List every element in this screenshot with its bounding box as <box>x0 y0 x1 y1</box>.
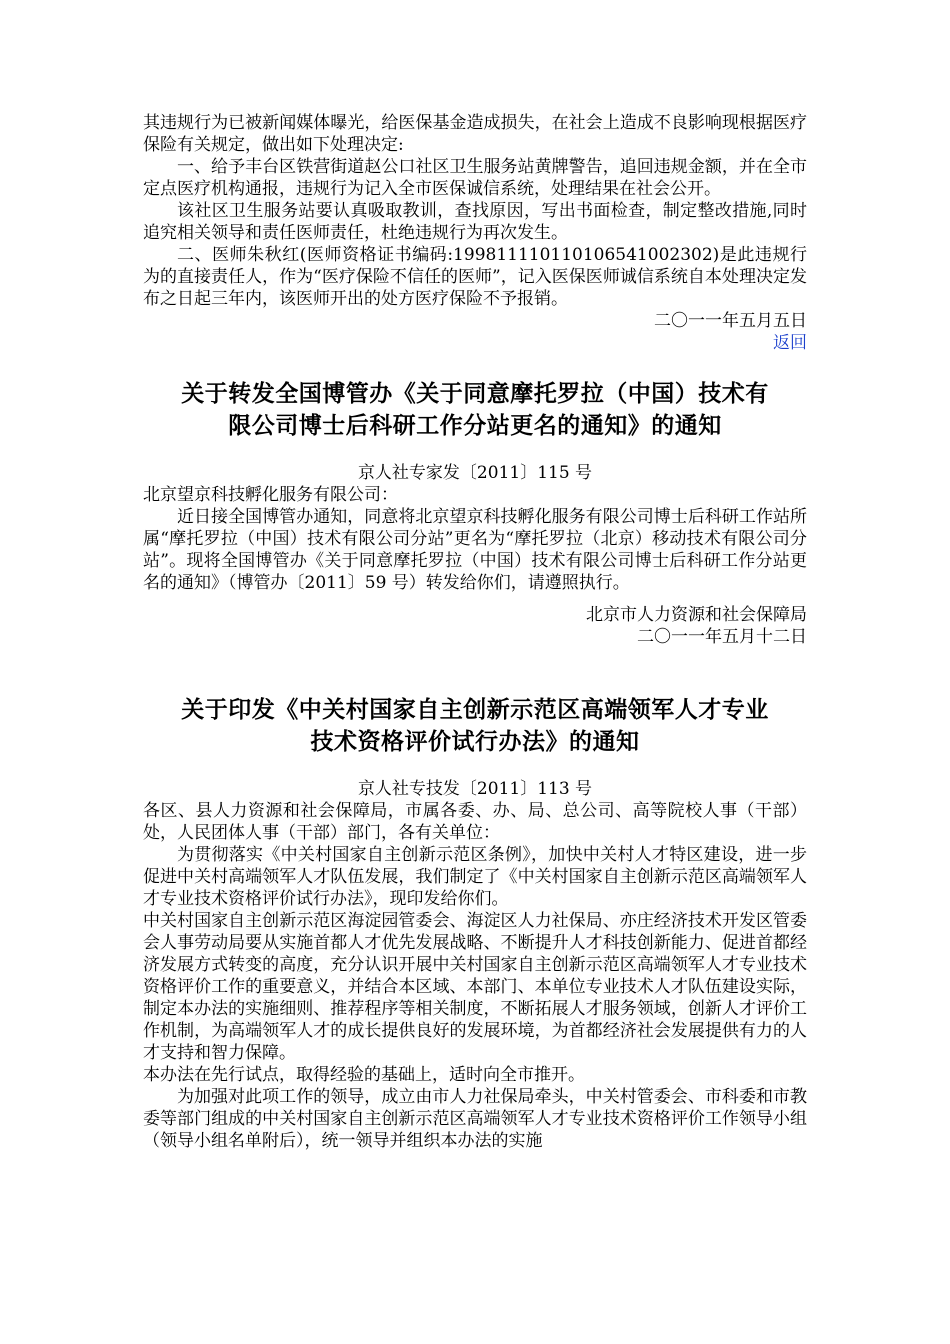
notice-title <box>143 694 807 758</box>
notice-title-line: 关于转发全国博管办《关于同意摩托罗拉（中国）技术有 <box>181 381 769 407</box>
notice-title-line: 技术资格评价试行办法》的通知 <box>310 729 640 755</box>
issue-date: 二〇一一年五月十二日 <box>637 627 807 647</box>
document-number: 京人社专技发〔2011〕113 号 <box>357 779 593 799</box>
paragraph: 为加强对此项工作的领导，成立由市人力社保局牵头，中关村管委会、市科委和市教委等部门组成的中关村国家自主创新示范区高端领军人才专业技术资格评价工作领导小组（领导小组名单附后），统一领导并组织本办法的实施 <box>143 1087 807 1151</box>
paragraph: 为贯彻落实《中关村国家自主创新示范区条例》，加快中关村人才特区建设，进一步促进中关村高端领军人才队伍发展，我们制定了《中关村国家自主创新示范区高端领军人才专业技术资格评价试行办法》，现印发给你们。 <box>143 845 807 909</box>
notice-title-line: 限公司博士后科研工作分站更名的通知》的通知 <box>228 413 722 439</box>
paragraph: 一、给予丰台区铁营街道赵公口社区卫生服务站黄牌警告，追回违规金额，并在全市定点医疗机构通报，违规行为记入全市医保诚信系统，处理结果在社会公开。 <box>143 157 807 199</box>
document-number: 京人社专家发〔2011〕115 号 <box>357 463 593 483</box>
back-link[interactable]: 返回 <box>773 333 807 353</box>
issuer: 北京市人力资源和社会保障局 <box>586 605 807 625</box>
document-page <box>143 112 807 1152</box>
paragraph: 中关村国家自主创新示范区海淀园管委会、海淀区人力社保局、亦庄经济技术开发区管委会人事劳动局要从实施首都人才优先发展战略、不断提升人才科技创新能力、促进首都经济发展方式转变的高度，充分认识开展中关村国家自主创新示范区高端领军人才专业技术资格评价工作的重要意义，并结合本区域、本部门、本单位专业技术人才队伍建设实际，制定本办法的实施细则、推荐程序等相关制度，不断拓展人才服务领域，创新人才评价工作机制，为高端领军人才的成长提供良好的发展环境，为首都经济社会发展提供有力的人才支持和智力保障。 <box>143 911 807 1063</box>
paragraph: 该社区卫生服务站要认真吸取教训，查找原因，写出书面检查，制定整改措施,同时追究相关领导和责任医师责任，杜绝违规行为再次发生。 <box>143 201 807 243</box>
paragraph: 近日接全国博管办通知，同意将北京望京科技孵化服务有限公司博士后科研工作站所属“摩托罗拉（中国）技术有限公司分站”更名为“摩托罗拉（北京）移动技术有限公司分站”。现将全国博管办《关于同意摩托罗拉（中国）技术有限公司博士后科研工作分站更名的通知》（博管办〔2011〕59 号）转发给你们，请遵照执行。 <box>143 507 807 593</box>
addressee: 各区、县人力资源和社会保障局，市属各委、办、局、总公司、高等院校人事（干部）处，人民团体人事（干部）部门，各有关单位： <box>143 801 807 843</box>
paragraph: 本办法在先行试点，取得经验的基础上，适时向全市推开。 <box>143 1065 585 1085</box>
addressee: 北京望京科技孵化服务有限公司： <box>143 485 398 505</box>
paragraph: 其违规行为已被新闻媒体曝光，给医保基金造成损失，在社会上造成不良影响现根据医疗保险有关规定，做出如下处理决定: <box>143 113 807 155</box>
notice-title-line: 关于印发《中关村国家自主创新示范区高端领军人才专业 <box>181 697 769 723</box>
notice-section <box>143 378 807 648</box>
notice-title <box>143 378 807 442</box>
paragraph: 二、医师朱秋红(医师资格证书编码:199811110110106541002302)是此违规行为的直接责任人，作为“医疗保险不信任的医师”，记入医保医师诚信系统自本处理决定发布之日起三年内，该医师开出的处方医疗保险不予报销。 <box>143 245 807 309</box>
previous-notice-tail <box>143 112 807 354</box>
issue-date: 二〇一一年五月五日 <box>654 311 807 331</box>
notice-section <box>143 694 807 1152</box>
back-link-row <box>143 332 807 354</box>
